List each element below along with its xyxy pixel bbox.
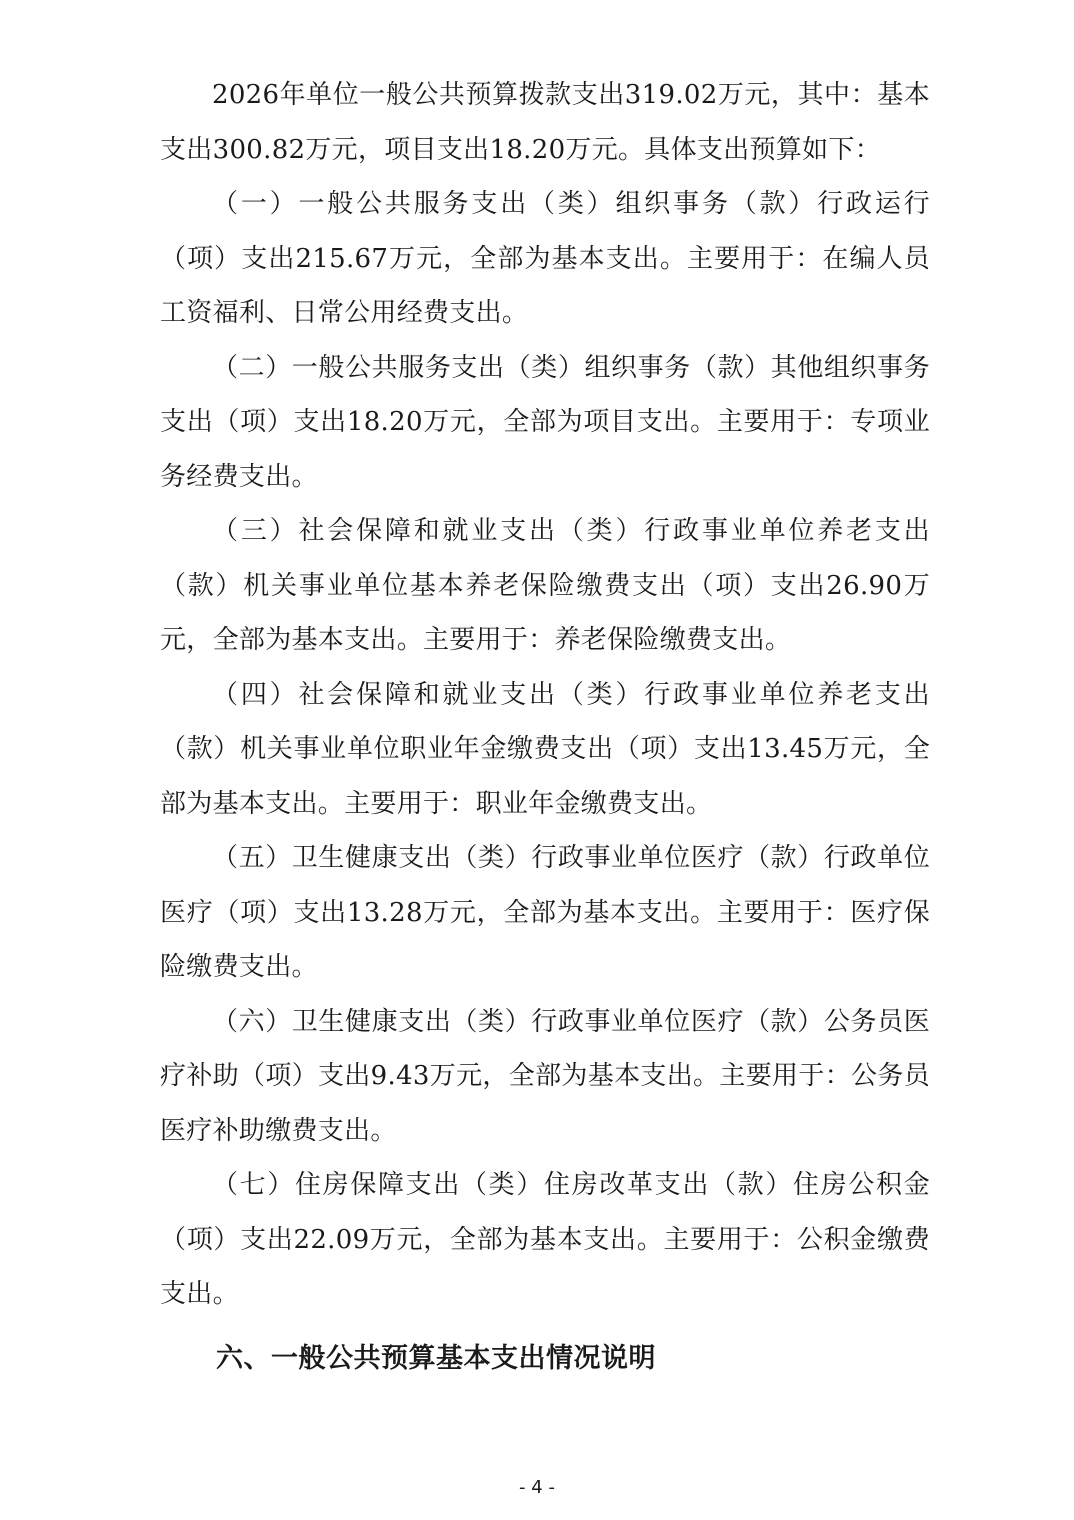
paragraph-item-1: （一）一般公共服务支出（类）组织事务（款）行政运行（项）支出215.67万元，全部为基本支出。主要用于：在编人员工资福利、日常公用经费支出。: [160, 189, 930, 328]
paragraph-summary: 2026年单位一般公共预算拨款支出319.02万元，其中：基本支出300.82万元，项目支出18.20万元。具体支出预算如下：: [160, 80, 930, 165]
paragraph-item-2: （二）一般公共服务支出（类）组织事务（款）其他组织事务支出（项）支出18.20万元，全部为项目支出。主要用于：专项业务经费支出。: [160, 352, 930, 492]
section-heading: 六、一般公共预算基本支出情况说明: [216, 1343, 656, 1374]
paragraph-item-5: （五）卫生健康支出（类）行政事业单位医疗（款）行政单位医疗（项）支出13.28万元，全部为基本支出。主要用于：医疗保险缴费支出。: [160, 843, 930, 982]
paragraph-item-3: （三）社会保障和就业支出（类）行政事业单位养老支出（款）机关事业单位基本养老保险缴费支出（项）支出26.90万元，全部为基本支出。主要用于：养老保险缴费支出。: [160, 516, 930, 655]
paragraph-item-6: （六）卫生健康支出（类）行政事业单位医疗（款）公务员医疗补助（项）支出9.43万元，全部为基本支出。主要用于：公务员医疗补助缴费支出。: [160, 1006, 930, 1146]
body-text: [160, 68, 930, 1322]
page-number: - 4 -: [519, 1477, 555, 1498]
paragraph-item-7: （七）住房保障支出（类）住房改革支出（款）住房公积金（项）支出22.09万元，全部为基本支出。主要用于：公积金缴费支出。: [160, 1170, 930, 1309]
paragraph-item-4: （四）社会保障和就业支出（类）行政事业单位养老支出（款）机关事业单位职业年金缴费支出（项）支出13.45万元，全部为基本支出。主要用于：职业年金缴费支出。: [160, 679, 930, 819]
